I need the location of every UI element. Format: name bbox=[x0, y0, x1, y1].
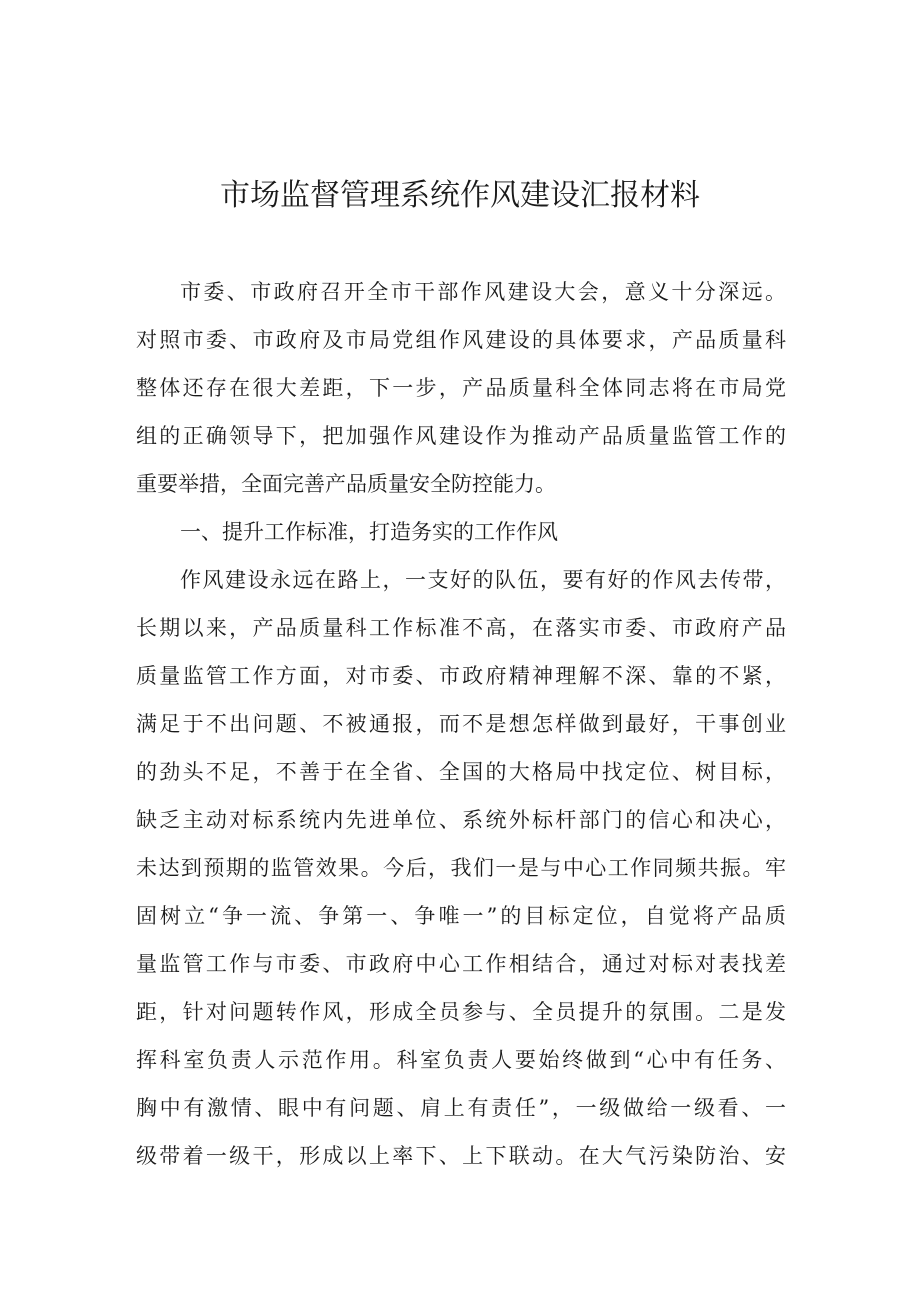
text-line: 固树立“争一流、争第一、争唯一”的目标定位，自觉将产品质 bbox=[136, 904, 786, 928]
text-line: 缺乏主动对标系统内先进单位、系统外标杆部门的信心和决心， bbox=[136, 808, 786, 832]
text-line: 未达到预期的监管效果。今后，我们一是与中心工作同频共振。牢 bbox=[136, 856, 786, 880]
text-line: 的劲头不足，不善于在全省、全国的大格局中找定位、树目标， bbox=[136, 760, 786, 784]
text-line: 满足于不出问题、不被通报，而不是想怎样做到最好，干事创业 bbox=[136, 712, 786, 736]
section-heading: 一、提升工作标准，打造务实的工作作风 bbox=[180, 520, 558, 544]
text-line: 整体还存在很大差距，下一步，产品质量科全体同志将在市局党 bbox=[136, 376, 786, 400]
text-line: 对照市委、市政府及市局党组作风建设的具体要求，产品质量科 bbox=[136, 328, 786, 352]
text-line: 重要举措，全面完善产品质量安全防控能力。 bbox=[136, 472, 556, 496]
text-line: 长期以来，产品质量科工作标准不高，在落实市委、市政府产品 bbox=[136, 616, 786, 640]
text-line: 级带着一级干，形成以上率下、上下联动。在大气污染防治、安 bbox=[136, 1144, 786, 1168]
text-line: 作风建设永远在路上，一支好的队伍，要有好的作风去传带， bbox=[180, 568, 786, 592]
section1-paragraph bbox=[136, 556, 786, 1180]
intro-paragraph bbox=[136, 268, 786, 508]
text-line: 挥科室负责人示范作用。科室负责人要始终做到“心中有任务、 bbox=[136, 1048, 786, 1072]
text-line: 质量监管工作方面，对市委、市政府精神理解不深、靠的不紧， bbox=[136, 664, 786, 688]
text-line: 量监管工作与市委、市政府中心工作相结合，通过对标对表找差 bbox=[136, 952, 786, 976]
text-line: 距，针对问题转作风，形成全员参与、全员提升的氛围。二是发 bbox=[136, 1000, 786, 1024]
text-line: 组的正确领导下，把加强作风建设作为推动产品质量监管工作的 bbox=[136, 424, 786, 448]
text-line: 胸中有激情、眼中有问题、肩上有责任”，一级做给一级看、一 bbox=[136, 1096, 786, 1120]
document-title: 市场监督管理系统作风建设汇报材料 bbox=[220, 178, 700, 213]
text-line: 市委、市政府召开全市干部作风建设大会，意义十分深远。 bbox=[180, 280, 786, 304]
